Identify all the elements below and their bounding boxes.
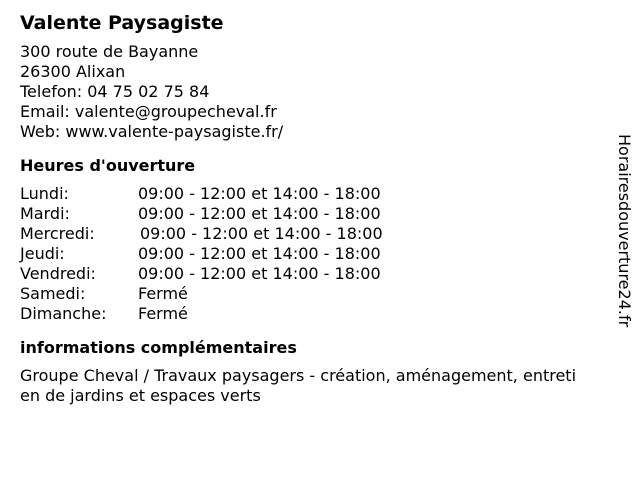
day-label: Mercredi: (20, 224, 95, 243)
time-value: 09:00 - 12:00 et 14:00 - 18:00 (138, 184, 381, 203)
time-value: 09:00 - 12:00 et 14:00 - 18:00 (140, 224, 383, 243)
info-title: informations complémentaires (20, 338, 297, 357)
info-text (20, 366, 605, 406)
day-label: Jeudi: (20, 244, 65, 263)
day-label: Lundi: (20, 184, 69, 203)
hours-row-saturday (20, 284, 620, 304)
hours-table (20, 184, 620, 324)
hours-row-monday (20, 184, 620, 204)
hours-row-wednesday (20, 224, 620, 244)
time-value: 09:00 - 12:00 et 14:00 - 18:00 (138, 264, 381, 283)
business-card (20, 11, 620, 406)
web-line: Web: www.valente-paysagiste.fr/ (20, 122, 284, 141)
hours-title: Heures d'ouverture (20, 156, 196, 175)
day-label: Mardi: (20, 204, 70, 223)
hours-row-friday (20, 264, 620, 284)
info-line-1: Groupe Cheval / Travaux paysagers - création, aménagement, entreti (20, 366, 577, 385)
day-label: Vendredi: (20, 264, 96, 283)
hours-row-tuesday (20, 204, 620, 224)
day-label: Dimanche: (20, 304, 107, 323)
time-value: Fermé (138, 284, 188, 303)
phone-line: Telefon: 04 75 02 75 84 (20, 82, 210, 101)
address-line-1: 300 route de Bayanne (20, 42, 199, 61)
day-label: Samedi: (20, 284, 86, 303)
time-value: Fermé (138, 304, 188, 323)
address-line-2: 26300 Alixan (20, 62, 126, 81)
time-value: 09:00 - 12:00 et 14:00 - 18:00 (138, 204, 381, 223)
time-value: 09:00 - 12:00 et 14:00 - 18:00 (138, 244, 381, 263)
hours-row-thursday (20, 244, 620, 264)
hours-row-sunday (20, 304, 620, 324)
brand-vertical-text: Horairesdouverture24.fr (615, 134, 634, 328)
email-line: Email: valente@groupecheval.fr (20, 102, 277, 121)
info-line-2: en de jardins et espaces verts (20, 386, 261, 405)
business-name: Valente Paysagiste (20, 12, 224, 34)
